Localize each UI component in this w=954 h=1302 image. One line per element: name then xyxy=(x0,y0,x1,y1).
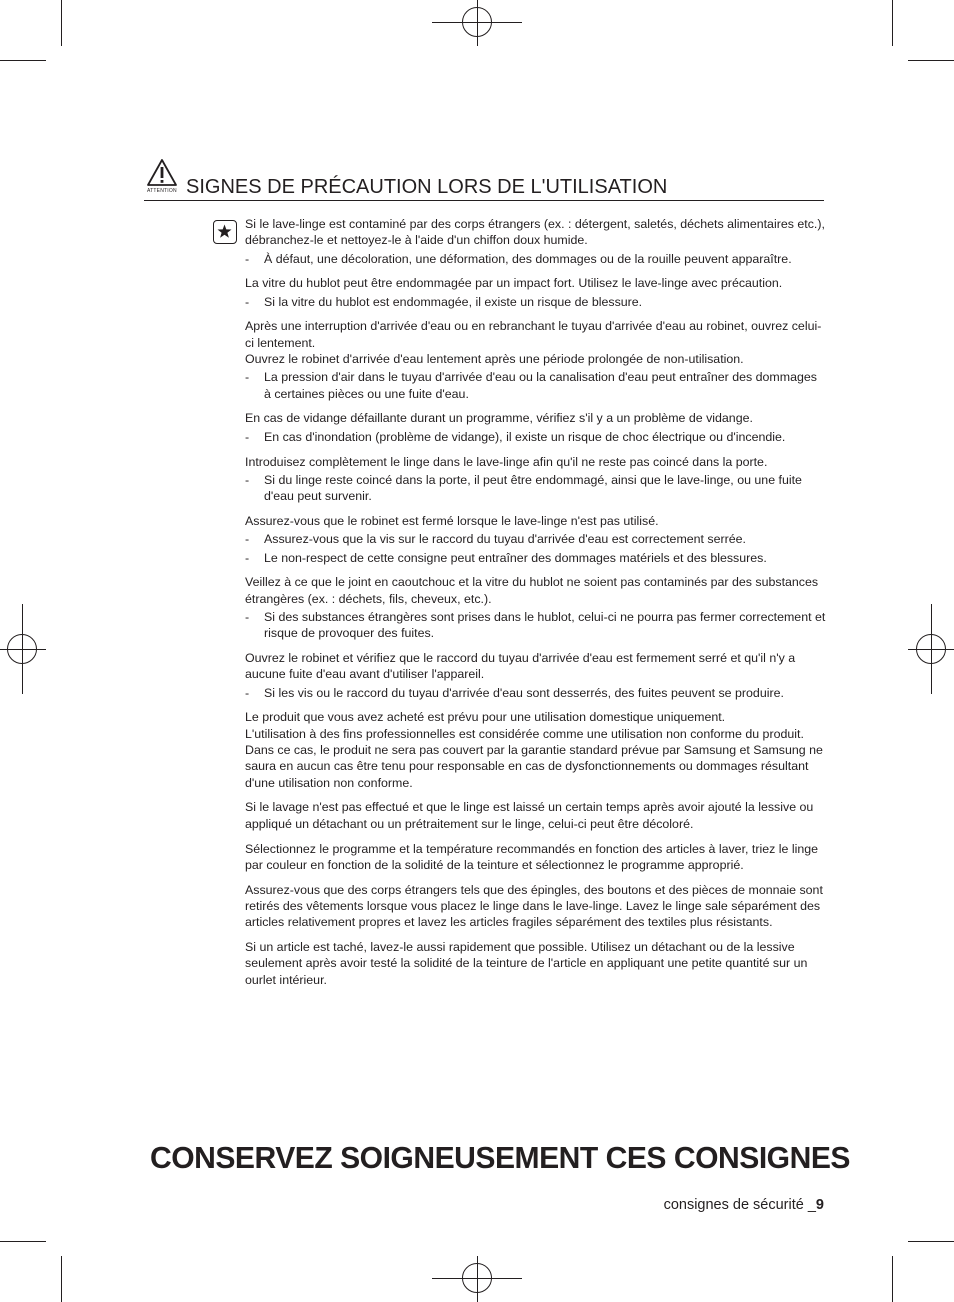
footer-label: consignes de sécurité _ xyxy=(663,1197,816,1213)
registration-circle-icon xyxy=(7,634,37,664)
crop-mark xyxy=(0,60,46,61)
precaution-subitem xyxy=(245,429,827,445)
precaution-item xyxy=(245,574,827,641)
precaution-subtext: Si du linge reste coincé dans la porte, il peut être endommagé, ainsi que le lave-linge, ou une fuite d'eau peut survenir. xyxy=(264,472,802,504)
precaution-text: En cas de vidange défaillante durant un programme, vérifiez s'il y a un problème de vidange. xyxy=(245,411,753,426)
section-header xyxy=(144,158,824,201)
precaution-item xyxy=(245,275,827,310)
precaution-item xyxy=(245,799,827,832)
precaution-item xyxy=(245,410,827,445)
crop-mark xyxy=(908,1241,954,1242)
precaution-subtext: Si la vitre du hublot est endommagée, il existe un risque de blessure. xyxy=(264,294,643,309)
precaution-text: Si le lavage n'est pas effectué et que le linge est laissé un certain temps après avoir ajouté la lessive ou appliqué un détachant ou un prétraitement sur le linge, celui-ci peut être décoloré. xyxy=(245,800,814,831)
precaution-subtext: À défaut, une décoloration, une déformation, des dommages ou de la rouille peuvent apparaître. xyxy=(264,251,792,266)
precaution-text: Assurez-vous que le robinet est fermé lorsque le lave-linge n'est pas utilisé. xyxy=(245,513,659,528)
precaution-text: Ouvrez le robinet et vérifiez que le raccord du tuyau d'arrivée d'eau est fermement serré et qu'il n'y a aucune fuite d'eau avant d'utiliser l'appareil. xyxy=(245,651,796,682)
precaution-subtext: Si des substances étrangères sont prises dans le hublot, celui-ci ne pourra pas fermer correctement et risque de provoquer des fuites. xyxy=(264,609,826,641)
precaution-subtext: La pression d'air dans le tuyau d'arrivée d'eau ou la canalisation d'eau peut entraîner des dommages à certaines pièces ou une fuite d'eau. xyxy=(264,370,817,401)
precaution-text: Assurez-vous que des corps étrangers tels que des épingles, des boutons et des pièces de monnaie sont retirés des vêtements lorsque vous placez le linge dans le lave-linge. Lavez le linge sale séparément des articles relativement propres et lavez les articles fragiles séparément des textiles plus résistants. xyxy=(245,882,823,930)
crop-mark xyxy=(892,0,893,46)
precaution-subtext: Le non-respect de cette consigne peut entraîner des dommages matériels et des blessures. xyxy=(264,550,767,565)
dash-marker: - xyxy=(245,370,250,385)
dash-marker: - xyxy=(245,429,250,444)
registration-circle-icon xyxy=(916,634,946,664)
save-instructions-title: CONSERVEZ SOIGNEUSEMENT CES CONSIGNES xyxy=(150,1140,850,1175)
precaution-subitem xyxy=(245,609,827,642)
registration-circle-icon xyxy=(462,7,492,37)
precaution-text: Introduisez complètement le linge dans le lave-linge afin qu'il ne reste pas coincé dans la porte. xyxy=(245,454,768,469)
dash-marker: - xyxy=(245,532,250,547)
precaution-text: L'utilisation à des fins professionnelles est considérée comme une utilisation non conforme du produit. Dans ce cas, le produit ne sera pas couvert par la garantie standard prévue par Samsung et Samsung ne saura en aucun cas être tenu pour responsable en cas de dysfonctionnements ou dommages résultant d'une utilisation non conforme. xyxy=(245,726,823,790)
precaution-subtext: Si les vis ou le raccord du tuyau d'arrivée d'eau sont desserrés, des fuites peuvent se produire. xyxy=(264,685,784,700)
dash-marker: - xyxy=(245,472,250,487)
crop-mark xyxy=(908,60,954,61)
precaution-subtext: Assurez-vous que la vis sur le raccord du tuyau d'arrivée d'eau est correctement serrée. xyxy=(264,532,746,547)
dash-marker: - xyxy=(245,294,250,309)
precaution-item xyxy=(245,841,827,874)
precaution-text: Veillez à ce que le joint en caoutchouc et la vitre du hublot ne soient pas contaminés par des substances étrangères (ex. : déchets, fils, cheveux, etc.). xyxy=(245,575,819,606)
precaution-list xyxy=(245,216,827,996)
page-footer xyxy=(664,1197,824,1213)
precaution-item xyxy=(245,513,827,566)
precaution-subitem xyxy=(245,472,827,505)
precaution-subtext: En cas d'inondation (problème de vidange), il existe un risque de choc électrique ou d'incendie. xyxy=(264,429,786,444)
precaution-text: Après une interruption d'arrivée d'eau ou en rebranchant le tuyau d'arrivée d'eau au robinet, ouvrez celui-ci lentement. xyxy=(245,319,822,350)
section-title: SIGNES DE PRÉCAUTION LORS DE L'UTILISATION xyxy=(186,176,668,198)
precaution-text: La vitre du hublot peut être endommagée par un impact fort. Utilisez le lave-linge avec précaution. xyxy=(245,276,783,291)
crop-mark xyxy=(0,1241,46,1242)
precaution-item xyxy=(245,882,827,931)
precaution-subitem xyxy=(245,685,827,701)
precaution-subitem xyxy=(245,531,827,547)
precaution-text: Le produit que vous avez acheté est prévu pour une utilisation domestique uniquement. xyxy=(245,710,726,725)
precaution-item xyxy=(245,454,827,505)
dash-marker: - xyxy=(245,550,250,565)
precaution-subitem xyxy=(245,294,827,310)
crop-mark xyxy=(61,0,62,46)
precaution-item xyxy=(245,939,827,988)
precaution-text: Si un article est taché, lavez-le aussi rapidement que possible. Utilisez un détachant ou de la lessive seulement après avoir testé la solidité de la teinture de l'article en appliquant une petite quantité sur un ourlet intérieur. xyxy=(245,939,808,987)
precaution-text: Sélectionnez le programme et la température recommandés en fonction des articles à laver, triez le linge par couleur en fonction de la solidité de la teinture et sélectionnez le programme approprié. xyxy=(245,841,819,872)
dash-marker: - xyxy=(245,685,250,700)
page-number: 9 xyxy=(815,1197,824,1213)
registration-circle-icon xyxy=(462,1263,492,1293)
precaution-item xyxy=(245,709,827,790)
warning-label: ATTENTION xyxy=(147,188,177,194)
crop-mark xyxy=(61,1256,62,1302)
precaution-subitem xyxy=(245,550,827,566)
crop-mark xyxy=(892,1256,893,1302)
precaution-subitem xyxy=(245,251,827,267)
precaution-text: Ouvrez le robinet d'arrivée d'eau lentement après une période prolongée de non-utilisation. xyxy=(245,352,744,367)
dash-marker: - xyxy=(245,251,250,266)
precaution-item xyxy=(245,650,827,701)
precaution-item xyxy=(245,318,827,401)
dash-marker: - xyxy=(245,609,250,624)
precaution-text: Si le lave-linge est contaminé par des corps étrangers (ex. : détergent, saletés, déchets alimentaires etc.), débranchez-le et nettoyez-le à l'aide d'un chiffon doux humide. xyxy=(245,217,825,248)
star-box-icon xyxy=(213,220,237,244)
precaution-subitem xyxy=(245,369,827,402)
precaution-item xyxy=(245,216,827,267)
